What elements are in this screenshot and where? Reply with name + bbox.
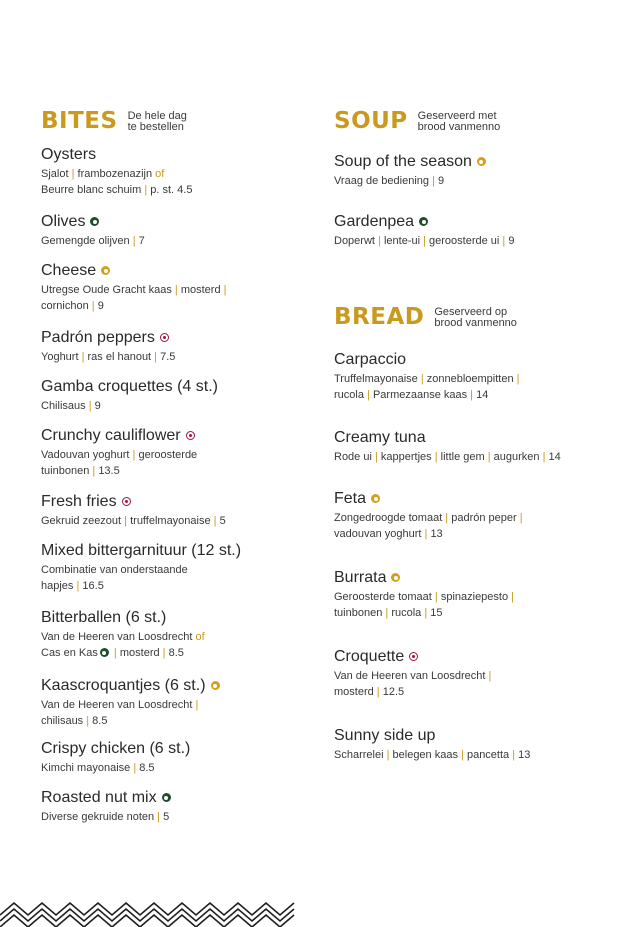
- bites-title: BITES: [41, 108, 118, 134]
- item-name-text: Gardenpea: [334, 213, 415, 230]
- description-segment: kappertjes: [380, 451, 432, 463]
- item-description: [41, 447, 311, 479]
- description-line: [334, 747, 624, 763]
- item-name: [41, 541, 311, 560]
- separator: |: [129, 449, 139, 461]
- separator: |: [539, 451, 549, 463]
- description-segment: Parmezaanse kaas: [372, 389, 468, 401]
- description-line: [41, 629, 311, 645]
- description-line: [334, 589, 624, 605]
- description-segment: 8.5: [92, 715, 108, 727]
- description-segment: 13.5: [98, 465, 120, 477]
- description-segment: truffelmayonaise: [130, 515, 211, 527]
- description-segment: 13: [518, 749, 531, 761]
- description-segment: lente-ui: [383, 235, 421, 247]
- description-segment: 8.5: [168, 647, 184, 659]
- description-segment: Utregse Oude Gracht kaas: [41, 284, 172, 296]
- item-name-text: Bitterballen (6 st.): [41, 609, 167, 626]
- soup-header: [334, 108, 500, 134]
- item-name: [41, 676, 311, 695]
- description-segment: belegen kaas: [392, 749, 458, 761]
- separator: |: [420, 235, 430, 247]
- separator: |: [363, 389, 373, 401]
- description-segment: Diverse gekruide noten: [41, 811, 155, 823]
- separator: |: [110, 647, 120, 659]
- bread-header: [334, 304, 517, 330]
- spicy-badge-icon: [186, 431, 195, 440]
- separator: |: [83, 715, 93, 727]
- leaf-badge-icon: [90, 217, 99, 226]
- separator: |: [141, 184, 151, 196]
- item-description: [41, 629, 311, 661]
- separator: |: [371, 451, 381, 463]
- soup-subtitle-line-1: Geserveerd met: [417, 110, 497, 122]
- description-segment: 16.5: [82, 580, 104, 592]
- item-description: [334, 747, 624, 763]
- description-segment: chilisaus: [41, 715, 84, 727]
- item-description: [41, 282, 311, 314]
- item-description: [41, 349, 311, 365]
- description-segment: 7: [138, 235, 145, 247]
- description-segment: 9: [94, 400, 101, 412]
- description-segment: 14: [476, 389, 489, 401]
- separator: |: [431, 591, 441, 603]
- description-segment: Vadouvan yoghurt: [41, 449, 130, 461]
- description-segment: rucola: [334, 389, 364, 401]
- item-name-text: Carpaccio: [334, 351, 407, 368]
- bread-subtitle-line-2: brood vanmenno: [434, 317, 517, 329]
- separator: |: [508, 591, 515, 603]
- separator: |: [85, 400, 95, 412]
- description-line: [334, 233, 624, 249]
- separator: |: [130, 762, 140, 774]
- item-name-text: Fresh fries: [41, 493, 117, 510]
- description-segment: 15: [430, 607, 443, 619]
- item-description: [41, 562, 311, 594]
- separator: |: [421, 528, 431, 540]
- item-description: [334, 668, 624, 700]
- separator: |: [89, 465, 99, 477]
- item-name: [41, 145, 311, 164]
- item-name-text: Croquette: [334, 648, 405, 665]
- description-segment: mosterd: [180, 284, 221, 296]
- bread-item-carpaccio: [334, 350, 624, 403]
- description-line: [334, 387, 624, 403]
- item-description: [334, 449, 624, 465]
- soup-item-gardenpea: [334, 212, 624, 249]
- separator: |: [220, 284, 227, 296]
- description-line: [41, 697, 311, 713]
- vegetarian-badge-icon: [211, 681, 220, 690]
- of-connector: of: [195, 631, 205, 643]
- item-name: [334, 428, 624, 447]
- bites-item-olives: [41, 212, 311, 249]
- item-name-text: Crunchy cauliflower: [41, 427, 181, 444]
- bites-item-mixed-bittergarnituur-12-st: [41, 541, 311, 594]
- leaf-badge-icon: [162, 793, 171, 802]
- separator: |: [509, 749, 519, 761]
- description-segment: zonnebloempitten: [426, 373, 514, 385]
- spicy-badge-icon: [409, 652, 418, 661]
- item-description: [41, 513, 311, 529]
- bites-item-fresh-fries: [41, 492, 311, 529]
- description-segment: 8.5: [139, 762, 155, 774]
- bites-subtitle: [128, 111, 187, 133]
- separator: |: [457, 749, 467, 761]
- vegetarian-badge-icon: [477, 157, 486, 166]
- spicy-badge-icon: [160, 333, 169, 342]
- description-segment: Doperwt: [334, 235, 375, 247]
- description-segment: tuinbonen: [334, 607, 383, 619]
- description-segment: Geroosterde tomaat: [334, 591, 432, 603]
- of-connector: of: [155, 168, 165, 180]
- item-name-text: Mixed bittergarnituur (12 st.): [41, 542, 242, 559]
- bites-item-bitterballen-6-st: [41, 608, 311, 661]
- item-name: [41, 608, 311, 627]
- description-line: [334, 510, 624, 526]
- description-segment: tuinbonen: [41, 465, 90, 477]
- separator: |: [121, 515, 131, 527]
- description-segment: mosterd: [119, 647, 160, 659]
- description-segment: spinaziepesto: [440, 591, 509, 603]
- description-segment: padrón peper: [451, 512, 517, 524]
- separator: |: [382, 607, 392, 619]
- description-segment: pancetta: [466, 749, 510, 761]
- separator: |: [171, 284, 181, 296]
- description-line: [41, 298, 311, 314]
- item-description: [334, 510, 624, 542]
- description-segment: 7.5: [160, 351, 176, 363]
- item-name: [41, 492, 311, 511]
- separator: |: [68, 168, 78, 180]
- item-name-text: Kaascroquantjes (6 st.): [41, 677, 206, 694]
- separator: |: [421, 607, 431, 619]
- vegetarian-badge-icon: [371, 494, 380, 503]
- leaf-badge-icon: [100, 648, 109, 657]
- separator: |: [499, 235, 509, 247]
- description-segment: Beurre blanc schuim: [41, 184, 142, 196]
- description-segment: 12.5: [382, 686, 405, 698]
- description-line: [41, 463, 311, 479]
- description-segment: 13: [430, 528, 443, 540]
- description-segment: geroosterde ui: [429, 235, 500, 247]
- bread-item-burrata: [334, 568, 624, 621]
- item-name: [41, 739, 311, 758]
- item-name: [334, 489, 624, 508]
- separator: |: [383, 749, 393, 761]
- bread-item-creamy-tuna: [334, 428, 624, 465]
- separator: |: [73, 580, 83, 592]
- item-name-text: Roasted nut mix: [41, 789, 157, 806]
- description-line: [41, 645, 311, 661]
- item-description: [41, 233, 311, 249]
- description-line: [334, 668, 624, 684]
- description-line: [334, 526, 624, 542]
- description-segment: 9: [97, 300, 104, 312]
- item-name-text: Burrata: [334, 569, 387, 586]
- item-name: [41, 788, 311, 807]
- description-line: [41, 713, 311, 729]
- separator: |: [88, 300, 98, 312]
- spicy-badge-icon: [122, 497, 131, 506]
- separator: |: [516, 512, 523, 524]
- description-line: [334, 371, 624, 387]
- separator: |: [78, 351, 88, 363]
- description-line: [41, 447, 311, 463]
- item-name-text: Soup of the season: [334, 153, 472, 170]
- bread-title: BREAD: [334, 304, 425, 330]
- item-name: [334, 350, 624, 369]
- bites-item-kaascroquantjes-6-st: [41, 676, 311, 729]
- item-name-text: Oysters: [41, 146, 97, 163]
- description-segment: vadouvan yoghurt: [334, 528, 422, 540]
- description-segment: 9: [508, 235, 515, 247]
- bread-item-sunny-side-up: [334, 726, 624, 763]
- description-segment: Rode ui: [334, 451, 372, 463]
- separator: |: [467, 389, 477, 401]
- item-name: [334, 152, 624, 171]
- description-segment: geroosterde: [138, 449, 198, 461]
- bites-item-roasted-nut-mix: [41, 788, 311, 825]
- description-segment: Van de Heeren van Loosdrecht: [334, 670, 486, 682]
- item-name: [334, 726, 624, 745]
- separator: |: [485, 670, 492, 682]
- separator: |: [417, 373, 427, 385]
- description-segment: Combinatie van onderstaande: [41, 564, 188, 576]
- item-name-text: Crispy chicken (6 st.): [41, 740, 191, 757]
- soup-subtitle: [418, 111, 501, 133]
- item-description: [334, 173, 624, 189]
- bites-item-crunchy-cauliflower: [41, 426, 311, 479]
- item-name-text: Olives: [41, 213, 86, 230]
- description-segment: hapjes: [41, 580, 74, 592]
- bites-subtitle-line-1: De hele dag: [127, 110, 187, 122]
- description-line: [41, 233, 311, 249]
- item-description: [41, 166, 311, 198]
- description-line: [334, 449, 624, 465]
- description-segment: Scharrelei: [334, 749, 384, 761]
- item-name: [334, 212, 624, 231]
- soup-item-soup-of-the-season: [334, 152, 624, 189]
- decorative-pattern-icon: [0, 899, 300, 927]
- description-segment: Yoghurt: [41, 351, 79, 363]
- description-segment: frambozenazijn of: [77, 168, 165, 180]
- description-segment: ras el hanout: [87, 351, 152, 363]
- description-segment: Sjalot: [41, 168, 69, 180]
- item-name: [41, 261, 311, 280]
- bites-item-gamba-croquettes-4-st: [41, 377, 311, 414]
- description-line: [41, 513, 311, 529]
- separator: |: [129, 235, 139, 247]
- bites-item-padr-n-peppers: [41, 328, 311, 365]
- soup-title: SOUP: [334, 108, 408, 134]
- item-name: [334, 568, 624, 587]
- bites-item-cheese: [41, 261, 311, 314]
- description-segment: 5: [163, 811, 170, 823]
- description-segment: cornichon: [41, 300, 89, 312]
- item-description: [41, 809, 311, 825]
- item-name: [41, 426, 311, 445]
- leaf-badge-icon: [419, 217, 428, 226]
- description-segment: mosterd: [334, 686, 374, 698]
- separator: |: [210, 515, 220, 527]
- bread-subtitle: [434, 307, 517, 329]
- item-name-text: Sunny side up: [334, 727, 436, 744]
- item-name-text: Cheese: [41, 262, 97, 279]
- separator: |: [431, 451, 441, 463]
- description-segment: augurken: [493, 451, 540, 463]
- item-name-text: Creamy tuna: [334, 429, 426, 446]
- item-name: [41, 328, 311, 347]
- bread-item-croquette: [334, 647, 624, 700]
- description-line: [41, 760, 311, 776]
- separator: |: [484, 451, 494, 463]
- description-line: [41, 398, 311, 414]
- description-line: [334, 605, 624, 621]
- description-segment: Chilisaus: [41, 400, 86, 412]
- description-line: [41, 282, 311, 298]
- item-description: [334, 371, 624, 403]
- separator: |: [442, 512, 452, 524]
- description-segment: Gekruid zeezout: [41, 515, 122, 527]
- description-segment: Truffelmayonaise: [334, 373, 418, 385]
- separator: |: [151, 351, 161, 363]
- bread-item-feta: [334, 489, 624, 542]
- item-name: [41, 377, 311, 396]
- item-name-text: Padrón peppers: [41, 329, 155, 346]
- vegetarian-badge-icon: [101, 266, 110, 275]
- description-segment: little gem: [440, 451, 485, 463]
- bread-subtitle-line-1: Geserveerd op: [434, 306, 508, 318]
- item-description: [41, 697, 311, 729]
- description-segment: Zongedroogde tomaat: [334, 512, 443, 524]
- separator: |: [154, 811, 164, 823]
- description-line: [41, 182, 311, 198]
- vegetarian-badge-icon: [391, 573, 400, 582]
- description-segment: Van de Heeren van Loosdrecht: [41, 699, 193, 711]
- description-segment: Kimchi mayonaise: [41, 762, 131, 774]
- description-segment: 9: [438, 175, 445, 187]
- item-name-text: Gamba croquettes (4 st.): [41, 378, 218, 395]
- item-name: [334, 647, 624, 666]
- description-segment: Vraag de bediening: [334, 175, 430, 187]
- description-segment: 5: [219, 515, 226, 527]
- separator: |: [373, 686, 383, 698]
- description-line: [41, 562, 311, 578]
- description-line: [41, 578, 311, 594]
- separator: |: [374, 235, 384, 247]
- item-description: [41, 398, 311, 414]
- bites-subtitle-line-2: te bestellen: [127, 121, 184, 133]
- description-segment: Gemengde olijven: [41, 235, 130, 247]
- description-segment: Cas en Kas: [41, 647, 98, 659]
- soup-subtitle-line-2: brood vanmenno: [417, 121, 501, 133]
- description-segment: Van de Heeren van Loosdrecht of: [41, 631, 205, 643]
- separator: |: [192, 699, 199, 711]
- bites-item-crispy-chicken-6-st: [41, 739, 311, 776]
- item-description: [334, 233, 624, 249]
- description-line: [41, 166, 311, 182]
- separator: |: [513, 373, 520, 385]
- description-segment: rucola: [391, 607, 422, 619]
- description-line: [41, 349, 311, 365]
- description-line: [334, 684, 624, 700]
- bites-item-oysters: [41, 145, 311, 198]
- bites-header: [41, 108, 187, 134]
- item-name-text: Feta: [334, 490, 367, 507]
- separator: |: [429, 175, 438, 187]
- item-name: [41, 212, 311, 231]
- description-line: [41, 809, 311, 825]
- description-segment: p. st. 4.5: [150, 184, 193, 196]
- item-description: [334, 589, 624, 621]
- description-segment: 14: [548, 451, 561, 463]
- separator: |: [159, 647, 169, 659]
- description-line: [334, 173, 624, 189]
- item-description: [41, 760, 311, 776]
